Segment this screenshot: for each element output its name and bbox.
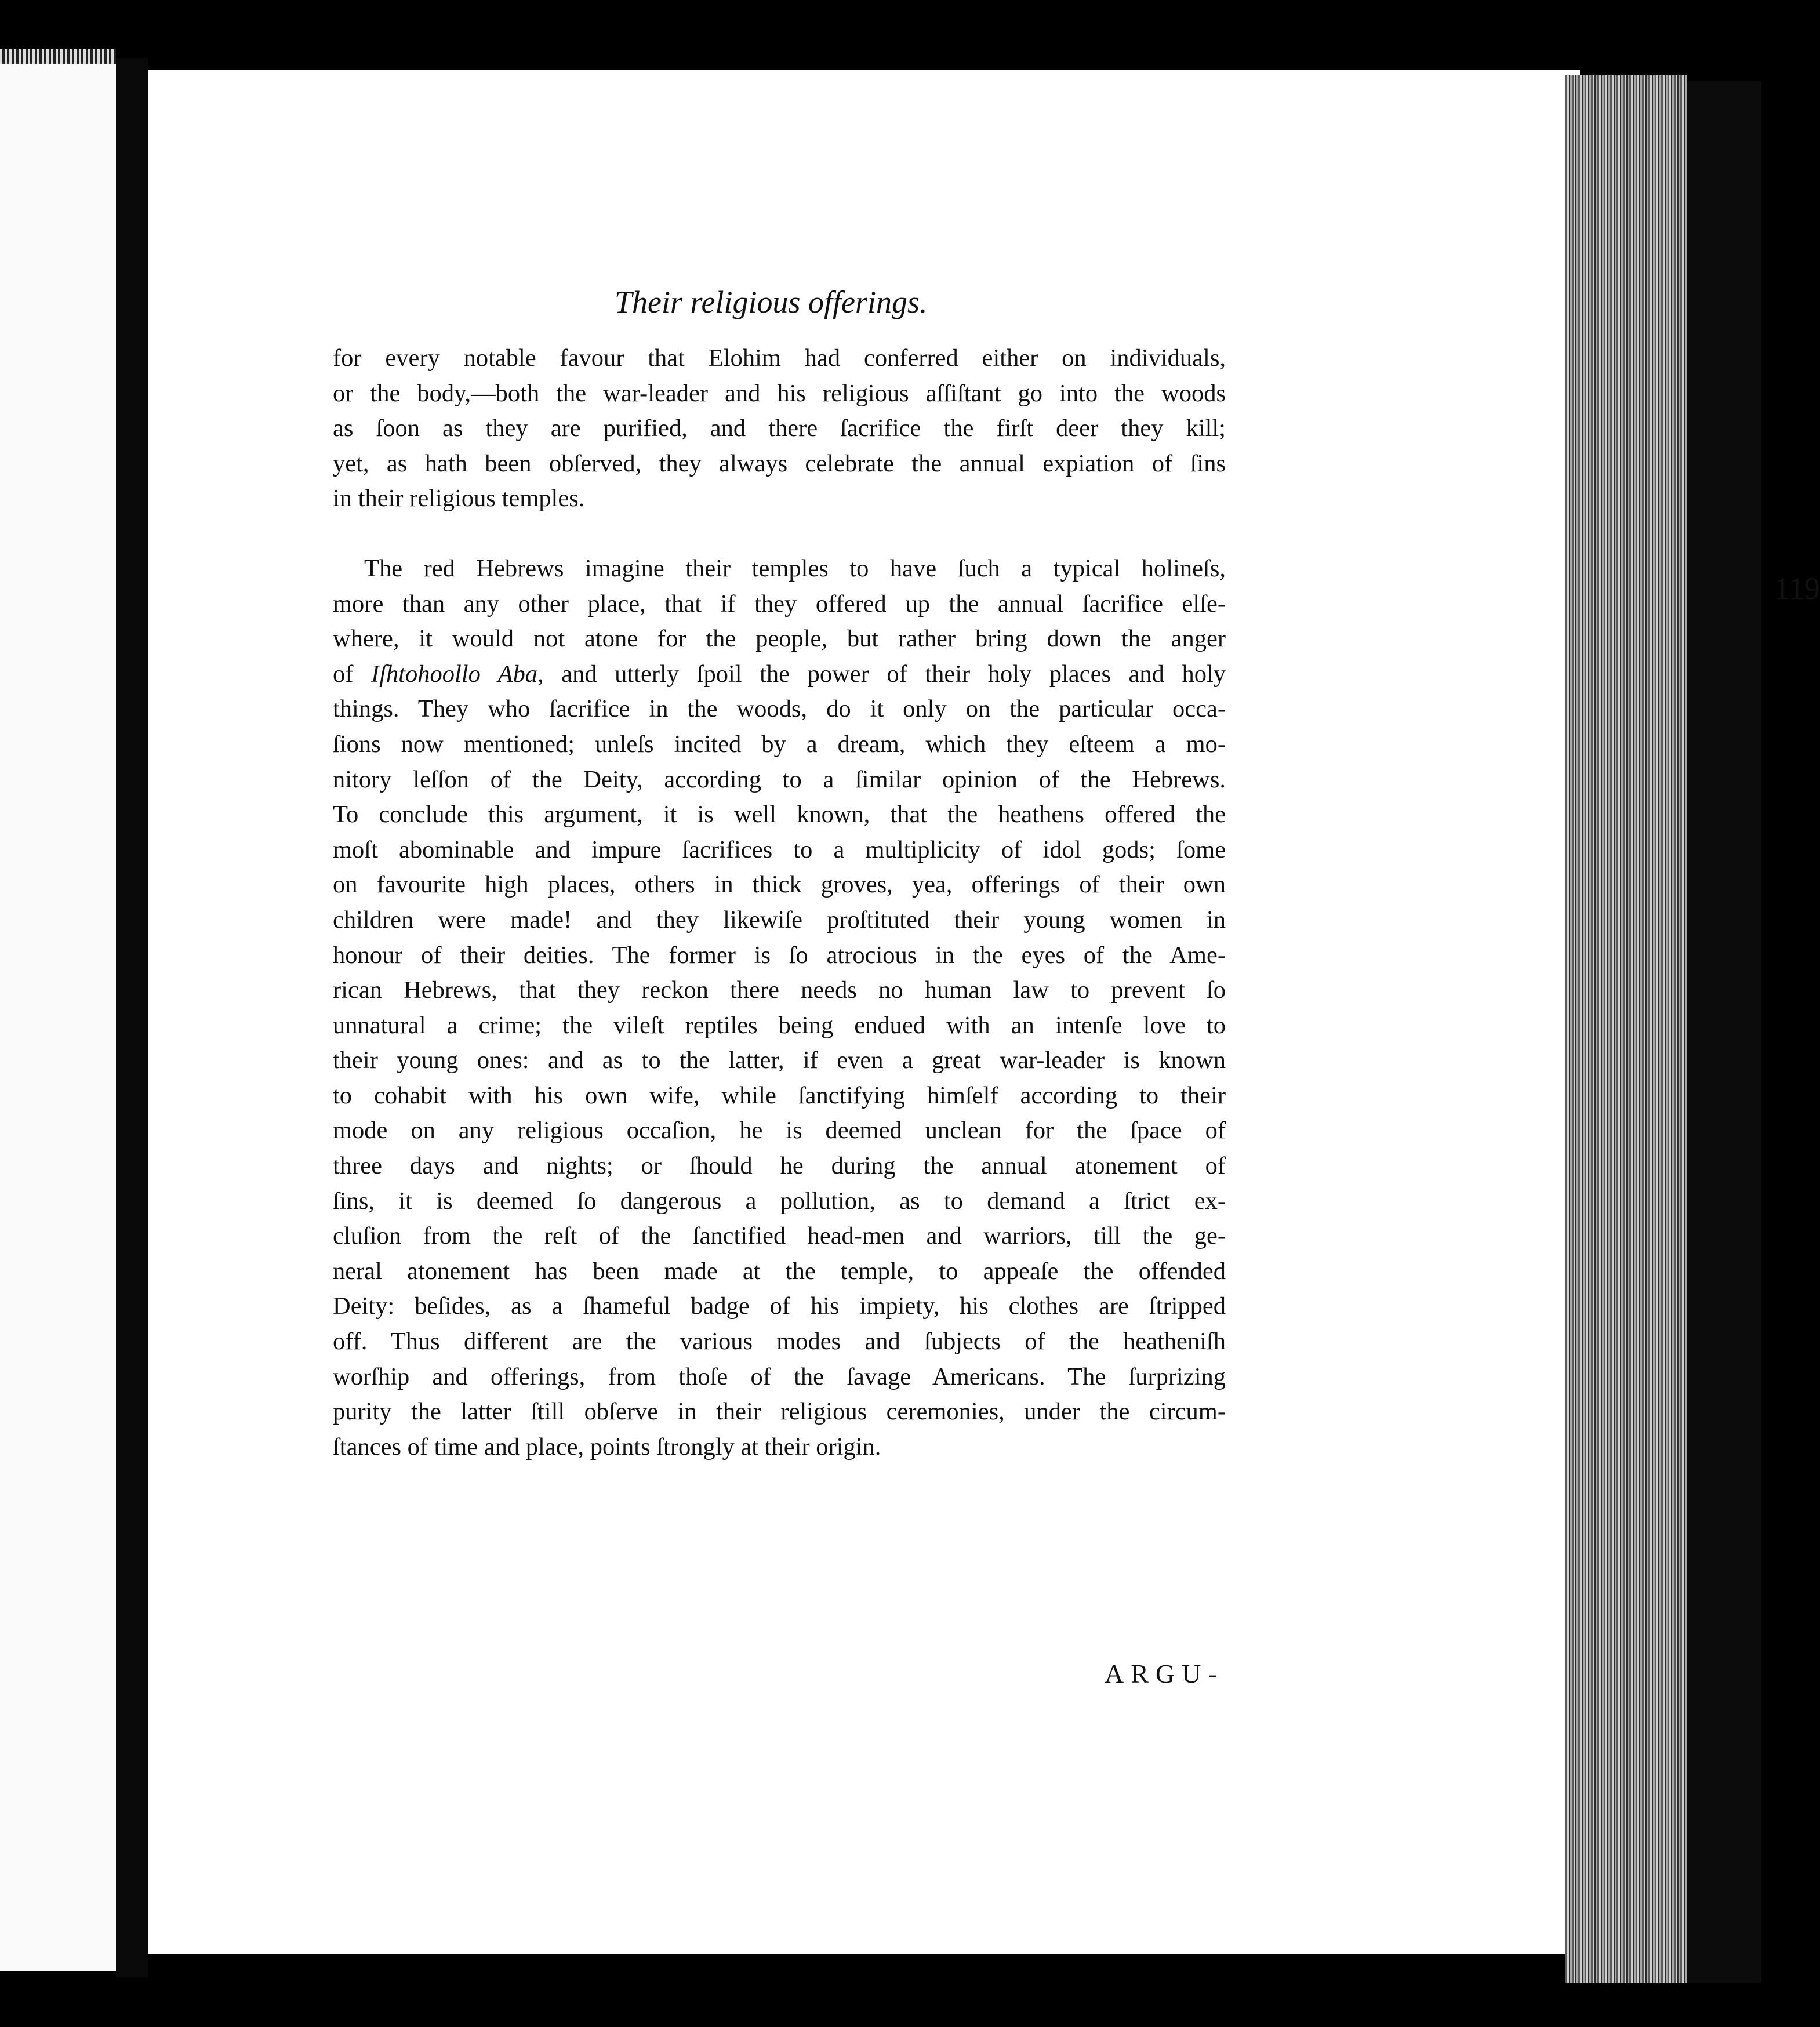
paragraph-2 <box>333 551 1226 1465</box>
text-line: children were made! and they likewiſe proſtituted their young women in <box>333 906 1226 933</box>
text-line: off. Thus different are the various modes and ſubjects of the heatheniſh <box>333 1328 1226 1356</box>
running-head-title: Their religious offerings. <box>615 285 928 319</box>
paragraph-1 <box>333 341 1226 517</box>
text-line: To conclude this argument, it is well known, that the heathens offered the <box>333 801 1226 829</box>
text-line: where, it would not atone for the people, but rather bring down the anger <box>333 625 1226 653</box>
body-text <box>333 341 1226 1465</box>
text-line: things. They who ſacrifice in the woods, do it only on the particular occa- <box>333 695 1226 723</box>
text-line: purity the latter ſtill obſerve in their religious ceremonies, under the circum- <box>333 1398 1226 1426</box>
italic-name: Iſhtohoollo Aba <box>370 660 538 688</box>
text-line: moſt abominable and impure ſacrifices to a multiplicity of idol gods; ſome <box>333 835 1226 863</box>
text-line: or the body,—both the war-leader and his religious aſſiſtant go into the woods <box>333 379 1226 407</box>
text-line: as ſoon as they are purified, and there ſacrifice the firſt deer they kill; <box>333 415 1226 442</box>
text-line: nitory leſſon of the Deity, according to a ſimilar opinion of the Hebrews. <box>333 765 1226 793</box>
page-number: 119 <box>1774 571 1820 606</box>
text-line: yet, as hath been obſerved, they always celebrate the annual expiation of ſins <box>333 449 1226 477</box>
book-gutter <box>116 58 148 1977</box>
text-line: Deity: beſides, as a ſhameful badge of his impiety, his clothes are ſtripped <box>333 1292 1226 1320</box>
text-line: unnatural a crime; the vileſt reptiles being endued with an intenſe love to <box>333 1011 1226 1039</box>
text-line: rican Hebrews, that they reckon there needs no human law to prevent ſo <box>333 976 1226 1004</box>
text-line: ſions now mentioned; unleſs incited by a dream, which they eſteem a mo- <box>333 730 1226 758</box>
text-line: more than any other place, that if they offered up the annual ſacrifice elſe- <box>333 590 1226 617</box>
text-line: cluſion from the reſt of the ſanctified head-men and warriors, till the ge- <box>333 1222 1226 1250</box>
catchword: ARGU- <box>1105 1659 1224 1688</box>
text-line: honour of their deities. The former is ſo atrocious in the eyes of the Ame- <box>333 941 1226 969</box>
text-line: on favourite high places, others in thick groves, yea, offerings of their own <box>333 871 1226 899</box>
text-line: mode on any religious occaſion, he is deemed unclean for the ſpace of <box>333 1117 1226 1145</box>
background-edge <box>1687 81 1761 1983</box>
page-fore-edge <box>1565 75 1687 1983</box>
text-line: neral atonement has been made at the temple, to appeaſe the offended <box>333 1257 1226 1285</box>
text-line: worſhip and offerings, from thoſe of the ſavage Americans. The ſurprizing <box>333 1363 1226 1390</box>
text-line: their young ones: and as to the latter, if even a great war-leader is known <box>333 1047 1226 1074</box>
text-line: ſtances of time and place, points ſtrongly at their origin. <box>333 1433 881 1461</box>
facing-page <box>0 64 116 1971</box>
paragraph-gap <box>333 517 1226 551</box>
text-line: three days and nights; or ſhould he during the annual atonement of <box>333 1152 1226 1180</box>
text-line: The red Hebrews imagine their temples to have ſuch a typical holineſs, <box>364 554 1226 582</box>
text-line: of Iſhtohoollo Aba, and utterly ſpoil the power of their holy places and holy <box>333 660 1226 688</box>
text-line: for every notable favour that Elohim had conferred either on individuals, <box>333 344 1226 372</box>
text-line: in their religious temples. <box>333 485 585 513</box>
text-line: ſins, it is deemed ſo dangerous a pollution, as to demand a ſtrict ex- <box>333 1187 1226 1215</box>
text-line: to cohabit with his own wife, while ſanctifying himſelf according to their <box>333 1081 1226 1109</box>
